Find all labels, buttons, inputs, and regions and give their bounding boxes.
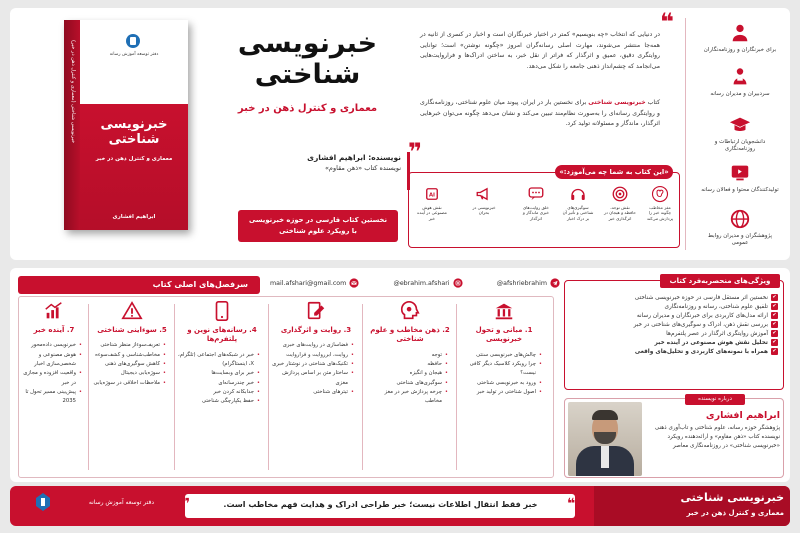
author-photo [568, 402, 642, 476]
learn-label: خلق روایت‌های خبری ماندگار و اثرگذار [522, 205, 550, 221]
logo-icon [36, 493, 50, 511]
learn-item [644, 185, 676, 221]
learn-item [562, 185, 594, 221]
email-contact[interactable] [270, 278, 359, 288]
learn-item [416, 185, 448, 221]
telegram-contact[interactable] [497, 278, 560, 288]
brain-icon [651, 185, 669, 203]
quote-open-icon: ❝ [567, 496, 576, 512]
instagram-text: @ebrahim.afshari [393, 279, 450, 287]
audience-item [700, 22, 780, 54]
chapter-bullet: • ساختار متن بر اساس پردازش مغزی [272, 369, 354, 388]
ai-icon [423, 185, 441, 203]
audience-item [700, 114, 780, 153]
chapter-bullet: • توجه [366, 351, 448, 360]
chapter-1 [460, 300, 548, 478]
chapter-bullet: • خبر چندرسانه‌ای [178, 379, 260, 388]
chapter-bullet: • حفظ یکپارچگی شناختی [178, 397, 260, 406]
mail-icon [349, 278, 359, 288]
audience-item [700, 162, 780, 194]
growth-icon [43, 300, 65, 322]
divider [268, 304, 269, 470]
telegram-icon [550, 278, 560, 288]
audience-label: سردبیران و مدیران رسانه [710, 91, 770, 97]
book-subtitle: معماری و کنترل ذهن در خبر [95, 156, 173, 162]
chapter-title: 1. مبانی و تحول خبرنویسی [475, 326, 533, 344]
chapter-bullet: • حافظه [366, 360, 448, 369]
feature-item: ✔ تلفیق علوم شناختی، رسانه و روزنامه‌نگاری [570, 303, 778, 312]
audience-item [700, 66, 780, 98]
chapter-bullet: • پیش‌بینی مسیر تحول تا 2035 [20, 388, 82, 407]
book-author: ابراهیم افشاری [112, 214, 156, 220]
chapter-title: 2. ذهن مخاطب و علوم شناختی [370, 326, 450, 344]
target-icon [611, 185, 629, 203]
feature-item: ✔ تحلیل نقش هوش مصنوعی در آینده خبر [570, 339, 778, 348]
spine-text: خبرنویسی شناختی (معماری و کنترل ذهن در خبر) [70, 40, 76, 144]
feature-item: ✔ بررسی نقش ذهن، ادراک و سوگیری‌های شناختی در خبر [570, 321, 778, 330]
author-bio: پژوهشگر حوزه رسانه، علوم شناختی و تاب‌آوری ذهنی نویسنده کتاب «ذهن مقاوم» و ارائه‌دهنده رویکرد «خبرنویسی شناختی» در روزنامه‌نگاری معاصر [654, 425, 780, 450]
footer-title: خبرنویسی شناختی [680, 491, 784, 504]
chapter-title: 5. سوءاینی شناختی [97, 326, 167, 334]
intro-paragraph: در دنیایی که انتخاب «چه بنویسیم» کمتر در اختیار خبرنگاران است و اخبار در کسری از ثانیه در همه‌جا منتشر می‌شوند، مهارت اصلی رسانه‌گران امروز «چگونه نوشتن» است؛ توانایی روایتگری دقیق، عمیق و اثرگذار که فراتر از نقل خبر، به ساختن ادراک‌ها و فراروایت‌هایی می‌انجامد که چشم‌انداز ذهنی جامعه را شکل می‌دهد. [420, 31, 660, 70]
chapter-bullet: • هوش مصنوعی و شخصی‌سازی اخبار [20, 351, 82, 370]
globe-icon [729, 208, 751, 230]
person-icon [729, 22, 751, 44]
learn-items [412, 185, 676, 245]
chapter-bullet: • چرخه پردازش خبر در مغز مخاطب [366, 388, 448, 407]
book-spine [64, 20, 80, 230]
learn-item [604, 185, 636, 221]
badge-line1: نخستین کتاب فارسی در حوزه خبرنویسی [249, 216, 387, 224]
footer-quote: خبر فقط انتقال اطلاعات نیست؛ خبر طراحی ادراک و هدایت فهم مخاطب است. [223, 500, 538, 509]
pen-icon [305, 300, 327, 322]
chapter-bullets [366, 351, 454, 407]
chapter-bullet: • ورود به خبرنویسی شناختی [460, 379, 542, 388]
author-box-label: درباره نویسنده [685, 394, 745, 405]
book-title-line2: شناختی [108, 131, 160, 147]
chapter-bullet: • واقعیت افزوده و مجازی در خبر [20, 369, 82, 388]
book-cover [64, 20, 188, 230]
hero-author: نویسنده: ابراهیم افشاری [307, 153, 401, 162]
audience-list [700, 14, 786, 254]
audience-label: پژوهشگران و مدیران روابط عمومی [707, 233, 773, 247]
chapter-bullet: • تیترهای شناختی [272, 388, 354, 397]
feature-item: ✔ همراه با نمونه‌های کاربردی و تحلیل‌های واقعی [570, 348, 778, 357]
learn-label: خبرنویسی در بحران [472, 205, 496, 216]
author-name: ابراهیم افشاری [705, 410, 780, 421]
hero-title-line1: خبرنویسی [237, 28, 378, 59]
p2-highlight: خبرنویسی شناختی [588, 99, 646, 106]
chapter-bullet: • روایت، ابرروایت و فراروایت [272, 351, 354, 360]
learn-label: نقش هوش مصنوعی در آینده خبر [417, 205, 447, 221]
learn-label: سوگیری‌های شناختی و تأثیر آن بر درک اخبار [562, 205, 594, 221]
instagram-contact[interactable] [394, 278, 463, 288]
chapters-header: سرفصل‌های اصلی کتاب [18, 276, 260, 294]
divider [174, 304, 175, 470]
quote-close-icon: ❞ [182, 496, 191, 512]
hero-title [205, 28, 410, 90]
chapter-bullet: • سوگیری‌های شناختی [366, 379, 448, 388]
audience-label: دانشجویان ارتباطات و روزنامه‌نگاری [714, 139, 766, 153]
divider [685, 18, 686, 250]
divider [88, 304, 89, 470]
chapter-bullet: • خبر برای وبسایت‌ها [178, 369, 260, 378]
hero-title-line2: شناختی [254, 59, 361, 91]
chapter-3 [272, 300, 360, 478]
chapter-bullet: • چرا رویکرد کلاسیک دیگر کافی نیست؟ [460, 360, 542, 379]
learn-item [520, 185, 552, 221]
divider [362, 304, 363, 470]
chapter-bullets [460, 351, 548, 397]
audience-item [700, 208, 780, 247]
learn-item [468, 185, 500, 216]
chapter-bullet: • مخاطب‌شناسی و کشف‌سوءه [92, 351, 166, 360]
feature-item: ✔ نخستین اثر مستقل فارسی در حوزه خبرنویسی شناختی [570, 294, 778, 303]
chapter-bullet: • هیجان و انگیزه [366, 369, 448, 378]
chat-icon [527, 185, 545, 203]
chapter-bullets [92, 341, 172, 387]
audience-label: برای خبرنگاران و روزنامه‌نگاران [703, 47, 777, 53]
p2-b: برای نخستین بار در ایران، پیوند میان علوم شناختی، روزنامه‌نگاری و روایتگری رسانه‌ای را به‌صورت نظام‌مند تبیین می‌کند و نشان می‌دهد چگونه می‌توان خبرهایی اثرگذار، ماندگار و مسئولانه تولید کرد. [420, 99, 660, 128]
feature-item: ✔ ارائه مدل‌های کاربردی برای خبرنگاران و مدیران رسانه [570, 312, 778, 321]
book-face [80, 20, 188, 230]
learn-label: مغز مخاطب چگونه خبر را پردازش می‌کند [646, 205, 674, 221]
learn-title: «این کتاب به شما چه می‌آموزد:» [555, 165, 673, 179]
chapter-bullet: • چالش‌های خبرنویسی سنتی [460, 351, 542, 360]
chapter-bullets [272, 341, 360, 397]
chapter-bullet: • فضاسازی در روایت‌های خبری [272, 341, 354, 350]
book-paragraph [420, 98, 660, 130]
feature-item: ✔ آموزش روایتگری اثرگذار در عصر پلتفرم‌ها [570, 330, 778, 339]
chapter-bullet: • تعریف‌سوءاز منظر شناختی [92, 341, 166, 350]
quote-open-icon: ❝ [660, 8, 675, 36]
graduation-icon [729, 114, 751, 136]
chapter-bullets [20, 341, 88, 406]
book-publisher: دفتر توسعه آموزش رسانه [109, 52, 159, 57]
chapter-7 [20, 300, 88, 478]
chapter-bullet: • خبر در شبکه‌های اجتماعی (تلگرام، X، اینستاگرام) [178, 351, 260, 370]
first-book-badge [238, 210, 398, 242]
chapter-bullets [178, 351, 266, 407]
learn-label: نقش توجه، حافظه و هیجان در اثرگذاری خبر [604, 205, 636, 221]
footer-publisher: دفتر توسعه آموزش رسانه [88, 499, 154, 506]
telegram-text: @afshriebrahim [496, 279, 547, 287]
features-title: ویژگی‌های منحصر‌به‌فرد کتاب [660, 274, 780, 288]
chapter-5 [92, 300, 172, 478]
chapter-bullet: • کاهش سوگیری‌های ذهنی [92, 360, 166, 369]
chapter-bullet: • ملاحظات اخلاقی در سوژه‌یابی [92, 379, 166, 388]
email-text: mail.afshari@gmail.com [270, 279, 347, 287]
chapter-bullet: • اصول شناختی در تولید خبر [460, 388, 542, 397]
warning-icon [121, 300, 143, 322]
chapter-title: 4. رسانه‌های نوین و پلتفرم‌ها [187, 326, 257, 344]
audience-label: تولیدکنندگان محتوا و فعالان رسانه [701, 187, 779, 193]
author-info [300, 152, 410, 190]
chapter-title: 7. آینده خبر [33, 326, 75, 334]
badge-line2: با رویکرد علوم شناختی [279, 226, 357, 235]
chapter-bullet: • خبرنویسی داده‌محور [20, 341, 82, 350]
chapter-bullet: • تکنیک‌های شناختی در نوشتار خبری [272, 360, 354, 369]
publisher-logo [126, 34, 140, 48]
chapter-title: 3. روایت و اثرگذاری [280, 326, 352, 334]
book-title [80, 118, 188, 148]
pillar-icon [493, 300, 515, 322]
divider [456, 304, 457, 470]
footer-subtitle: معماری و کنترل ذهن در خبر [686, 509, 784, 517]
svg-text:AI: AI [428, 192, 436, 199]
book-title-line1: خبرنویسی [100, 117, 168, 132]
features-list [570, 294, 778, 357]
headset-icon [569, 185, 587, 203]
video-icon [729, 162, 751, 184]
contacts-bar [270, 276, 560, 290]
megaphone-icon [475, 185, 493, 203]
p2-a: کتاب [645, 99, 660, 106]
instagram-icon [453, 278, 463, 288]
chapter-bullet: • جدابکانه کردن خبر [178, 388, 260, 397]
chapter-bullet: • سوژه‌یابی دیجیتال [92, 369, 166, 378]
quote-close-icon: ❞ [408, 138, 423, 166]
hero-subtitle: معماری و کنترل ذهن در خبر [237, 103, 378, 114]
head-icon [399, 300, 421, 322]
chapter-4 [178, 300, 266, 478]
editor-icon [729, 66, 751, 88]
phone-icon [211, 300, 233, 322]
chapter-2 [366, 300, 454, 478]
hero-author-sub: نویسنده کتاب «ذهن مقاوم» [324, 164, 401, 172]
publisher-logo [36, 493, 50, 511]
